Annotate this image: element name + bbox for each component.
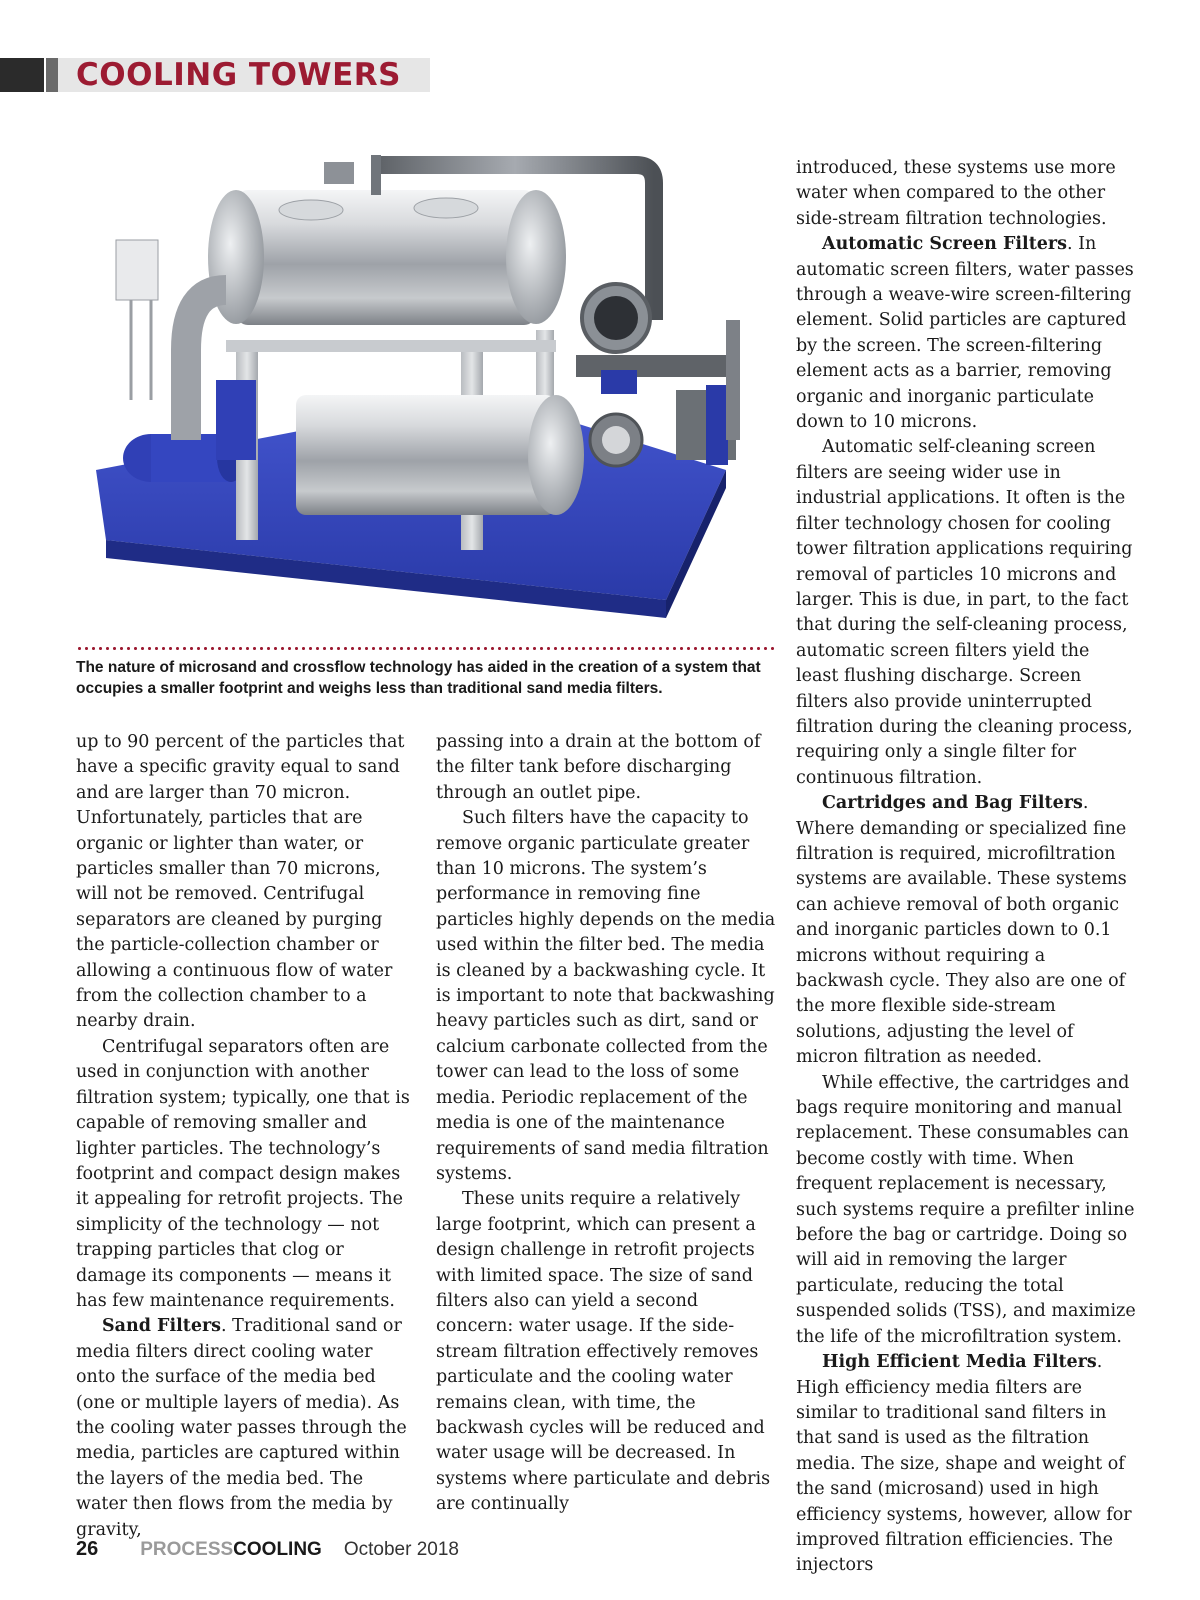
paragraph: Cartridges and Bag Filters. Where demanding or specialized fine filtration is required, microfiltration systems are available. These systems can achieve removal of both organic and inorganic particles down to 0.1 microns without requiring a backwash cycle. They also are one of the more flexible side-stream solutions, adjusting the level of micron filtration as needed. — [796, 793, 1127, 1068]
paragraph: These units require a relatively large footprint, which can present a design challenge in retrofit projects with limited space. The size of sand filters also can yield a second concern: water usage. If the side-stream filtration effectively removes particulate and the cooling water remains clean, with time, the backwash cycles will be reduced and water usage will be decreased. In systems where particulate and debris are continually — [436, 1189, 771, 1515]
paragraph: High Efficient Media Filters. High efficiency media filters are similar to traditional sand filters in that sand is used as the filtration media. The size, shape and weight of the sand (microsand) used in high efficiency systems, however, allow for improved filtration efficiencies. The injectors — [796, 1352, 1132, 1576]
magazine-brand-process: PROCESS — [140, 1539, 234, 1560]
magazine-brand-cooling: COOLING — [233, 1539, 322, 1560]
paragraph: Automatic self-cleaning screen filters are seeing wider use in industrial applications. It often is the filter technology chosen for cooling tower filtration applications requiring removal of particles 10 microns and larger. This is due, in part, to the fact that during the self-cleaning process, automatic screen filters yield the least flushing discharge. Screen filters also provide uninterrupted filtration during the cleaning process, requiring only a single filter for continuous filtration. — [796, 437, 1133, 788]
subhead-cartridges-bag-filters: Cartridges and Bag Filters — [822, 793, 1083, 814]
subhead-high-efficient-media-filters: High Efficient Media Filters — [822, 1352, 1097, 1373]
paragraph: Automatic Screen Filters. In automatic screen filters, water passes through a weave-wire screen-filtering element. Solid particles are captured by the screen. The screen-filtering element acts as a barrier, removing organic and inorganic particulate down to 10 microns. — [796, 234, 1134, 433]
paragraph: introduced, these systems use more water when compared to the other side-stream filtration technologies. — [796, 158, 1116, 229]
paragraph: passing into a drain at the bottom of the filter tank before discharging through an outlet pipe. — [436, 732, 761, 803]
subhead-sand-filters: Sand Filters — [102, 1316, 222, 1337]
page-footer — [76, 1538, 459, 1568]
paragraph: While effective, the cartridges and bags require monitoring and manual replacement. These consumables can become costly with time. When frequent replacement is necessary, such systems require a prefilter inline before the bag or cartridge. Doing so will aid in removing the larger particulate, reducing the total suspended solids (TSS), and maximize the life of the microfiltration system. — [796, 1072, 1136, 1347]
text-column-3 — [796, 156, 1136, 1579]
header-bar-dark — [0, 58, 44, 92]
section-title: COOLING TOWERS — [76, 57, 401, 93]
figure-caption: The nature of microsand and crossflow technology has aided in the creation of a system that occupies a smaller footprint and weighs less than traditional sand media filters. — [76, 659, 761, 697]
text-column-2 — [436, 730, 776, 1518]
paragraph: Centrifugal separators often are used in conjunction with another filtration system; typically, one that is capable of removing smaller and lighter particles. The technology’s footprint and compact design makes it appealing for retrofit projects. The simplicity of the technology — not trapping particles that clog or damage its components — means it has few maintenance requirements. — [76, 1036, 410, 1311]
subhead-automatic-screen-filters: Automatic Screen Filters — [822, 234, 1067, 255]
paragraph: up to 90 percent of the particles that have a specific gravity equal to sand and are larger than 70 micron. Unfortunately, particles that are organic or lighter than water, or particles smaller than 70 microns, will not be removed. Centrifugal separators are cleaned by purging the particle-collection chamber or allowing a continuous flow of water from the collection chamber to a nearby drain. — [76, 732, 405, 1032]
page-number: 26 — [76, 1538, 99, 1560]
header-bar-gray — [46, 58, 58, 92]
caption-dotted-rule — [76, 647, 774, 650]
paragraph: Such filters have the capacity to remove organic particulate greater than 10 microns. The system’s performance in removing fine particles highly depends on the media used within the filter bed. The media is cleaned by a backwashing cycle. It is important to note that backwashing heavy particles such as dirt, sand or calcium carbonate collected from the tower can lead to the loss of some media. Periodic replacement of the media is one of the maintenance requirements of sand media filtration systems. — [436, 808, 776, 1184]
text-column-1 — [76, 730, 416, 1543]
issue-date: October 2018 — [343, 1539, 459, 1560]
paragraph: Sand Filters. Traditional sand or media filters direct cooling water onto the surface of the media bed (one or multiple layers of media). As the cooling water passes through the media, particles are captured within the layers of the media bed. The water then flows from the media by gravity, — [76, 1316, 407, 1540]
filtration-skid-illustration — [76, 140, 776, 640]
